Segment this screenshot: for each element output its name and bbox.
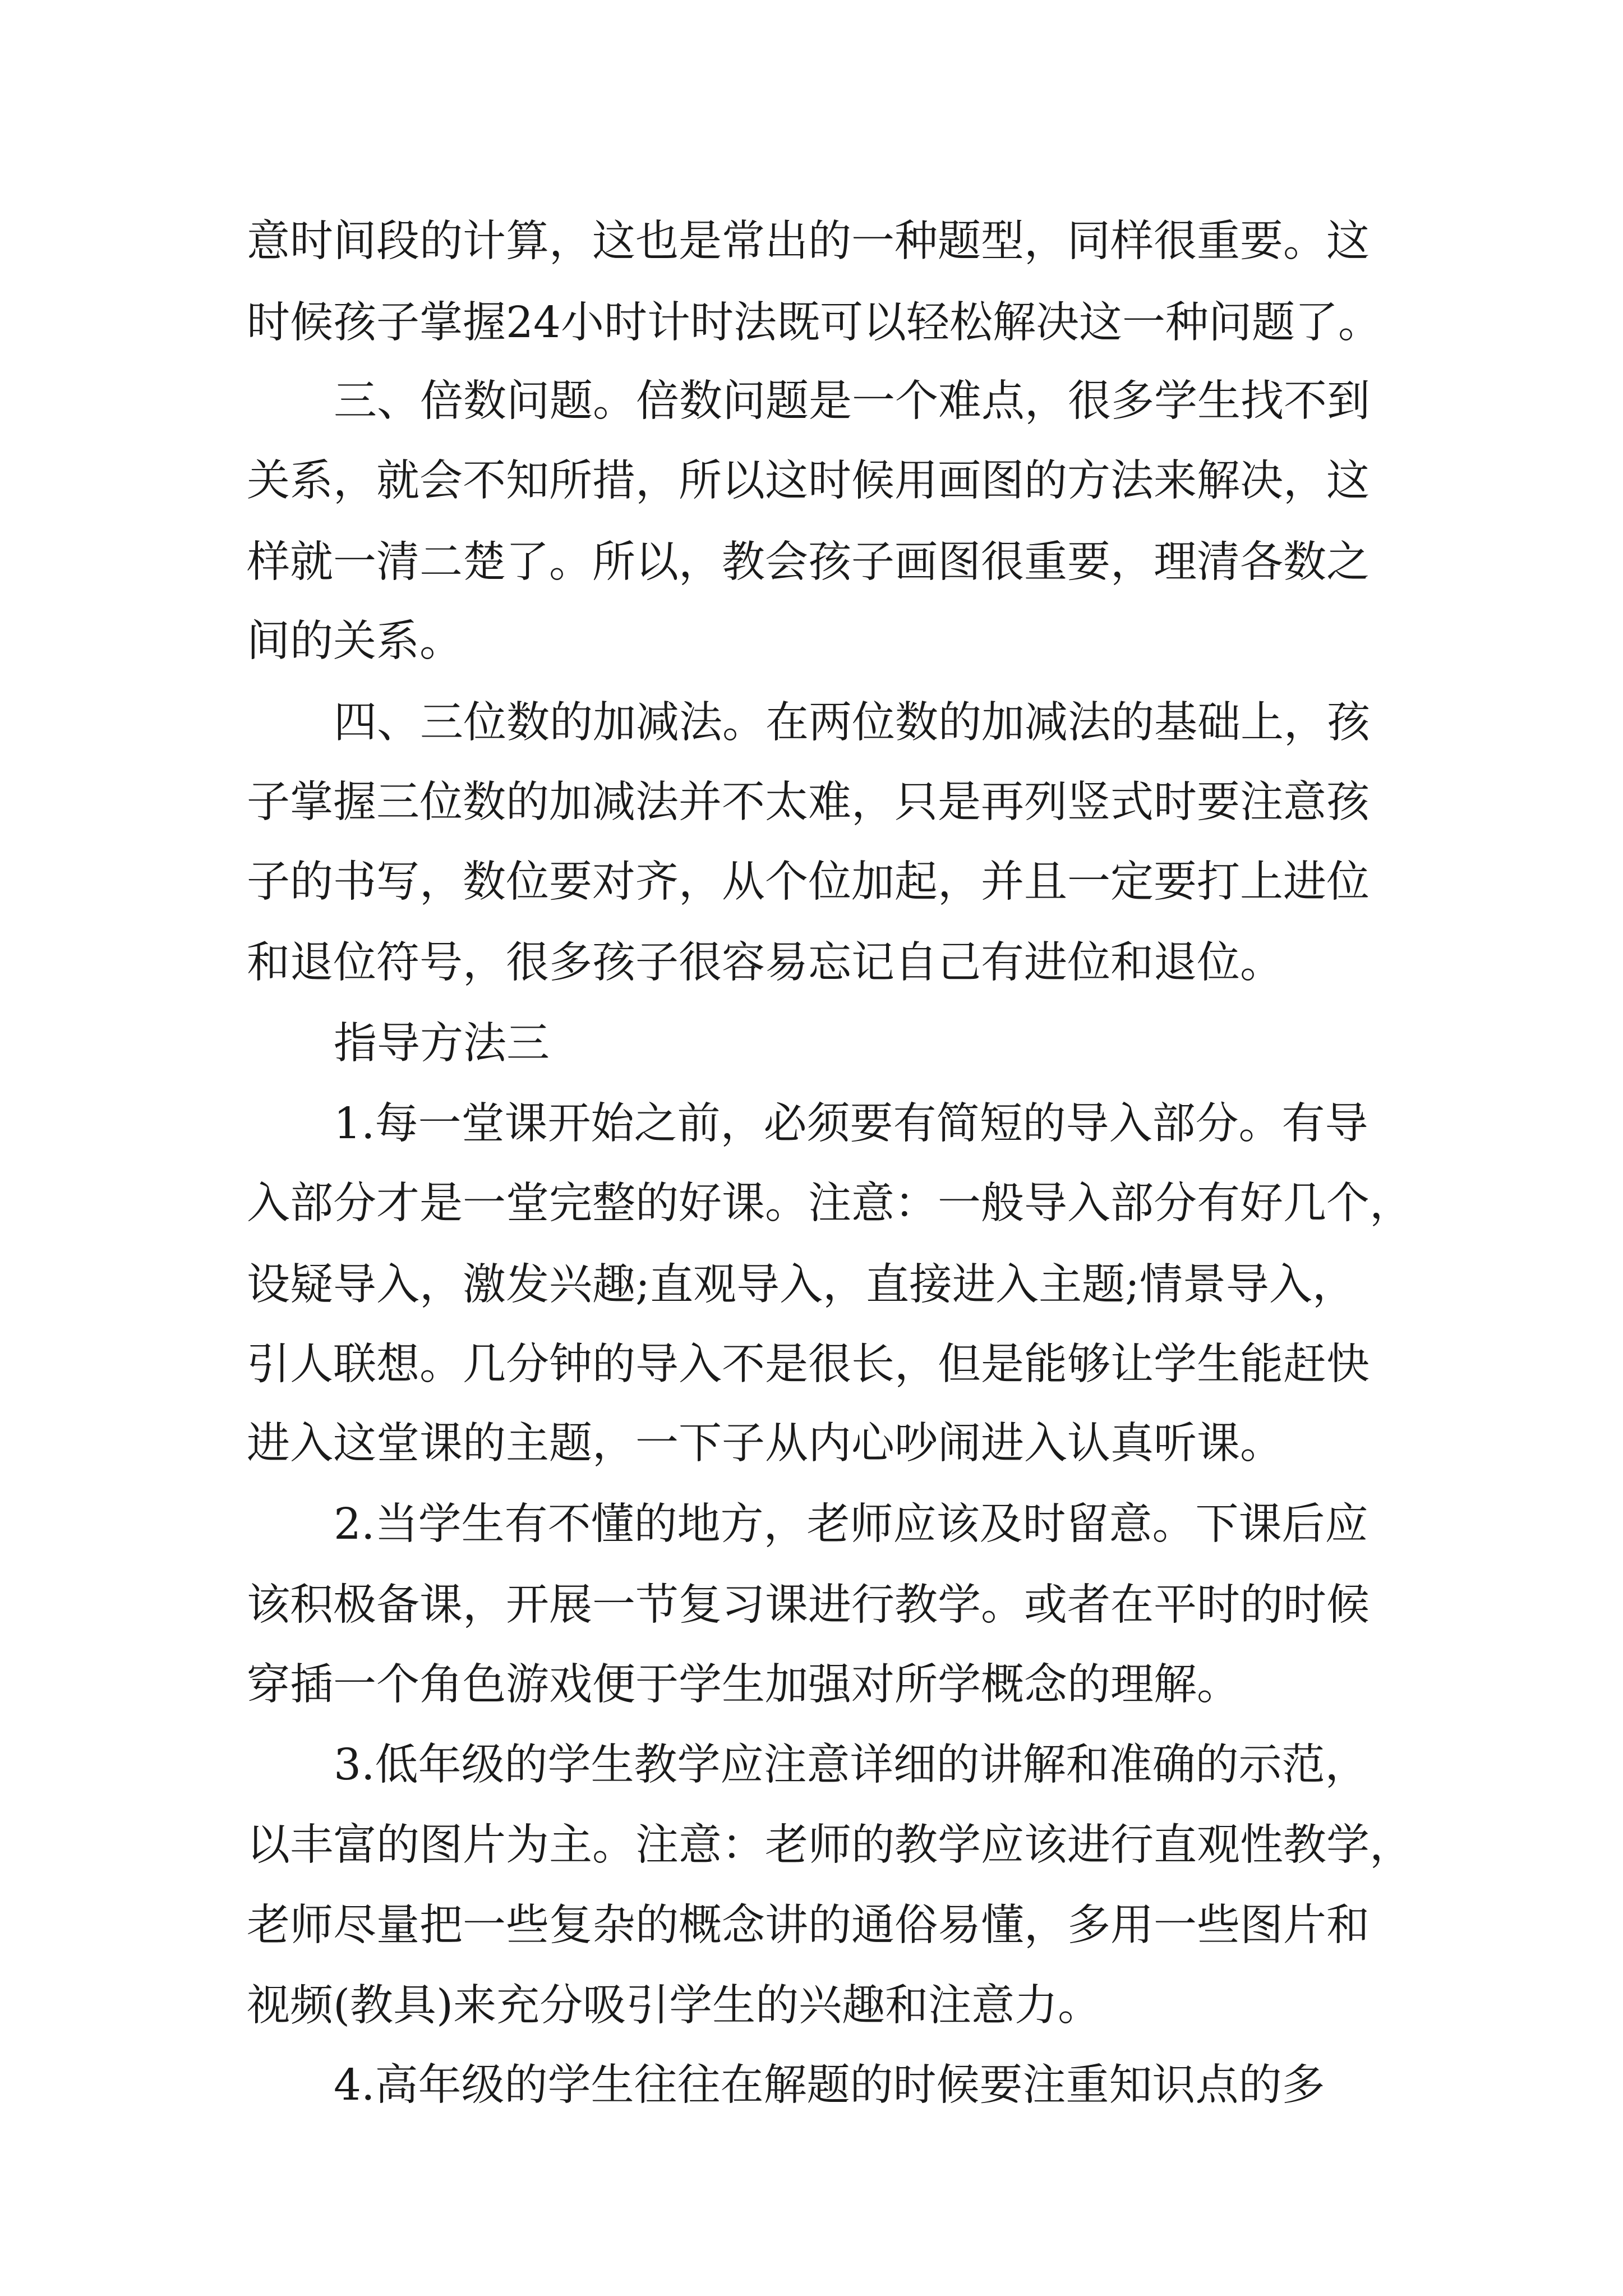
text-line: 样就一清二楚了。所以，教会孩子画图很重要，理清各数之 — [247, 537, 1370, 587]
text-line: 视频(教具)来充分吸引学生的兴趣和注意力。 — [247, 1981, 1101, 2031]
text-line: 3.低年级的学生教学应注意详细的讲解和准确的示范， — [334, 1740, 1368, 1790]
text-line: 子的书写，数位要对齐，从个位加起，并且一定要打上进位 — [247, 857, 1370, 907]
text-line: 意时间段的计算，这也是常出的一种题型，同样很重要。这 — [247, 217, 1370, 266]
section-heading: 指导方法三 — [334, 1019, 550, 1069]
text-line: 穿插一个角色游戏便于学生加强对所学概念的理解。 — [247, 1660, 1240, 1710]
text-line: 四、三位数的加减法。在两位数的加减法的基础上，孩 — [334, 698, 1370, 748]
text-line: 和退位符号，很多孩子很容易忘记自己有进位和退位。 — [247, 938, 1283, 988]
text-line: 进入这堂课的主题，一下子从内心吵闹进入认真听课。 — [247, 1419, 1283, 1469]
text-line: 以丰富的图片为主。注意：老师的教学应该进行直观性教学， — [247, 1820, 1413, 1870]
text-line: 2.当学生有不懂的地方，老师应该及时留意。下课后应 — [334, 1499, 1368, 1549]
text-line: 子掌握三位数的加减法并不太难，只是再列竖式时要注意孩 — [247, 777, 1370, 827]
text-line: 该积极备课，开展一节复习课进行教学。或者在平时的时候 — [247, 1580, 1370, 1630]
text-line: 入部分才是一堂完整的好课。注意：一般导入部分有好几个， — [247, 1179, 1413, 1228]
text-line: 时候孩子掌握24小时计时法既可以轻松解决这一种问题了。 — [247, 298, 1381, 348]
text-line: 1.每一堂课开始之前，必须要有简短的导入部分。有导 — [334, 1099, 1368, 1149]
text-line: 间的关系。 — [247, 616, 463, 666]
text-line: 关系，就会不知所措，所以这时候用画图的方法来解决，这 — [247, 456, 1370, 506]
text-line: 老师尽量把一些复杂的概念讲的通俗易懂，多用一些图片和 — [247, 1901, 1370, 1950]
text-line: 三、倍数问题。倍数问题是一个难点，很多学生找不到 — [334, 376, 1370, 426]
text-line: 引人联想。几分钟的导入不是很长，但是能够让学生能赶快 — [247, 1340, 1370, 1389]
text-line: 4.高年级的学生往往在解题的时候要注重知识点的多 — [334, 2060, 1325, 2110]
text-line: 设疑导入，激发兴趣;直观导入，直接进入主题;情景导入， — [247, 1260, 1355, 1310]
